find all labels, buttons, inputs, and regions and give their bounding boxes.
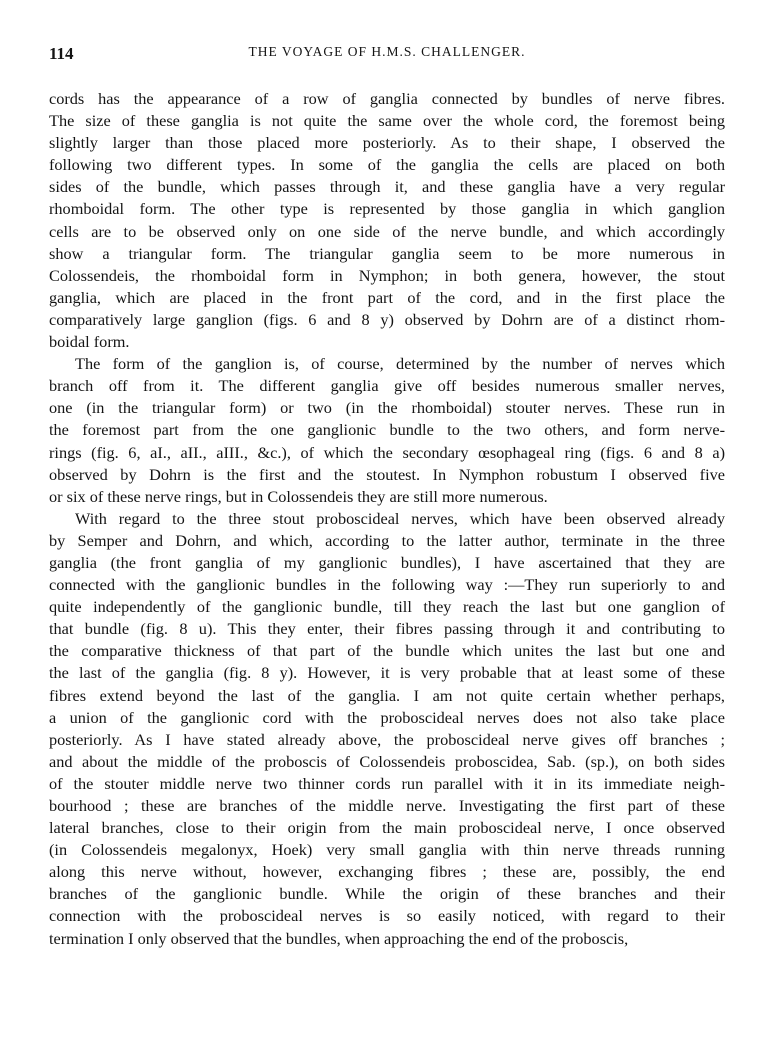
text-line: of the stouter middle nerve two thinner cords run parallel with it in its immediate neigh- (49, 773, 725, 793)
text-line: bourhood ; these are branches of the middle nerve. Investigating the first part of these (49, 796, 725, 815)
text-line: show a triangular form. The triangular ganglia seem to be more numerous in (49, 243, 725, 263)
text-line: fibres extend beyond the last of the ganglia. I am not quite certain whether perhaps, (49, 685, 725, 705)
text-line: With regard to the three stout proboscideal nerves, which have been observed already (75, 508, 725, 528)
text-line: along this nerve without, however, exchanging fibres ; these are, possibly, the end (49, 862, 725, 882)
text-line: that bundle (fig. 8 u). This they enter, their fibres passing through it and contributing to (49, 619, 725, 639)
page-number: 114 (49, 44, 74, 63)
text-line: by Semper and Dohrn, and which, according to the latter author, terminate in the three (49, 530, 725, 550)
text-line: slightly larger than those placed more posteriorly. As to their shape, I observed the (49, 133, 725, 153)
text-line: branches of the ganglionic bundle. While the origin of these branches and their (49, 884, 725, 904)
text-line: comparatively large ganglion (figs. 6 and 8 y) observed by Dohrn are of a distinct rhom- (49, 309, 725, 329)
text-line: posteriorly. As I have stated already above, the proboscideal nerve gives off branches ; (49, 729, 725, 749)
text-line: cords has the appearance of a row of ganglia connected by bundles of nerve fibres. (49, 89, 725, 108)
text-line: ganglia, which are placed in the front part of the cord, and in the first place the (49, 287, 725, 307)
text-line: rings (fig. 6, aI., aII., aIII., &c.), of which the secondary œsophageal ring (figs. 6 and 8 a) (49, 442, 725, 462)
text-line: the comparative thickness of that part of the bundle which unites the last but one and (49, 641, 725, 661)
running-head (49, 44, 725, 72)
text-line: sides of the bundle, which passes through it, and these ganglia have a very regular (49, 177, 725, 197)
text-line: following two different types. In some of the ganglia the cells are placed on both (49, 155, 725, 175)
text-line: observed by Dohrn is the first and the stoutest. In Nymphon robustum I observed five (49, 464, 725, 484)
text-line: The form of the ganglion is, of course, determined by the number of nerves which (75, 354, 725, 374)
text-line: connected with the ganglionic bundles in the following way :—They run superiorly to and (49, 575, 725, 595)
text-line: cells are to be observed only on one side of the nerve bundle, and which accordingly (49, 221, 725, 241)
body-text (49, 88, 725, 950)
text-line: The size of these ganglia is not quite the same over the whole cord, the foremost being (49, 111, 725, 131)
text-line: boidal form. (49, 332, 130, 352)
text-line: the foremost part from the one ganglionic bundle to the two others, and form nerve- (49, 420, 725, 440)
text-line: termination I only observed that the bundles, when approaching the end of the proboscis, (49, 928, 629, 948)
text-line: quite independently of the ganglionic bundle, till they reach the last but one ganglion of (49, 597, 725, 617)
text-line: lateral branches, close to their origin from the main proboscideal nerve, I once observed (49, 818, 725, 838)
text-line: the last of the ganglia (fig. 8 y). However, it is very probable that at least some of these (49, 663, 725, 683)
text-line: Colossendeis, the rhomboidal form in Nymphon; in both genera, however, the stout (49, 265, 725, 285)
document-page (49, 44, 725, 950)
text-line: a union of the ganglionic cord with the proboscideal nerves does not also take place (49, 707, 725, 727)
running-title: THE VOYAGE OF H.M.S. CHALLENGER. (248, 44, 526, 59)
text-line: and about the middle of the proboscis of Colossendeis proboscidea, Sab. (sp.), on both sides (49, 751, 725, 771)
text-line: ganglia (the front ganglia of my ganglionic bundles), I have ascertained that they are (49, 552, 725, 572)
paragraph (49, 508, 725, 950)
text-line: connection with the proboscideal nerves is so easily noticed, with regard to their (49, 906, 725, 926)
text-line: rhomboidal form. The other type is represented by those ganglia in which ganglion (49, 199, 725, 219)
text-line: one (in the triangular form) or two (in the rhomboidal) stouter nerves. These run in (49, 398, 725, 418)
text-line: or six of these nerve rings, but in Colossendeis they are still more numerous. (49, 486, 548, 506)
paragraph (49, 88, 725, 353)
paragraph (49, 353, 725, 508)
text-line: branch off from it. The different ganglia give off besides numerous smaller nerves, (49, 376, 725, 396)
text-line: (in Colossendeis megalonyx, Hoek) very small ganglia with thin nerve threads running (49, 840, 725, 860)
